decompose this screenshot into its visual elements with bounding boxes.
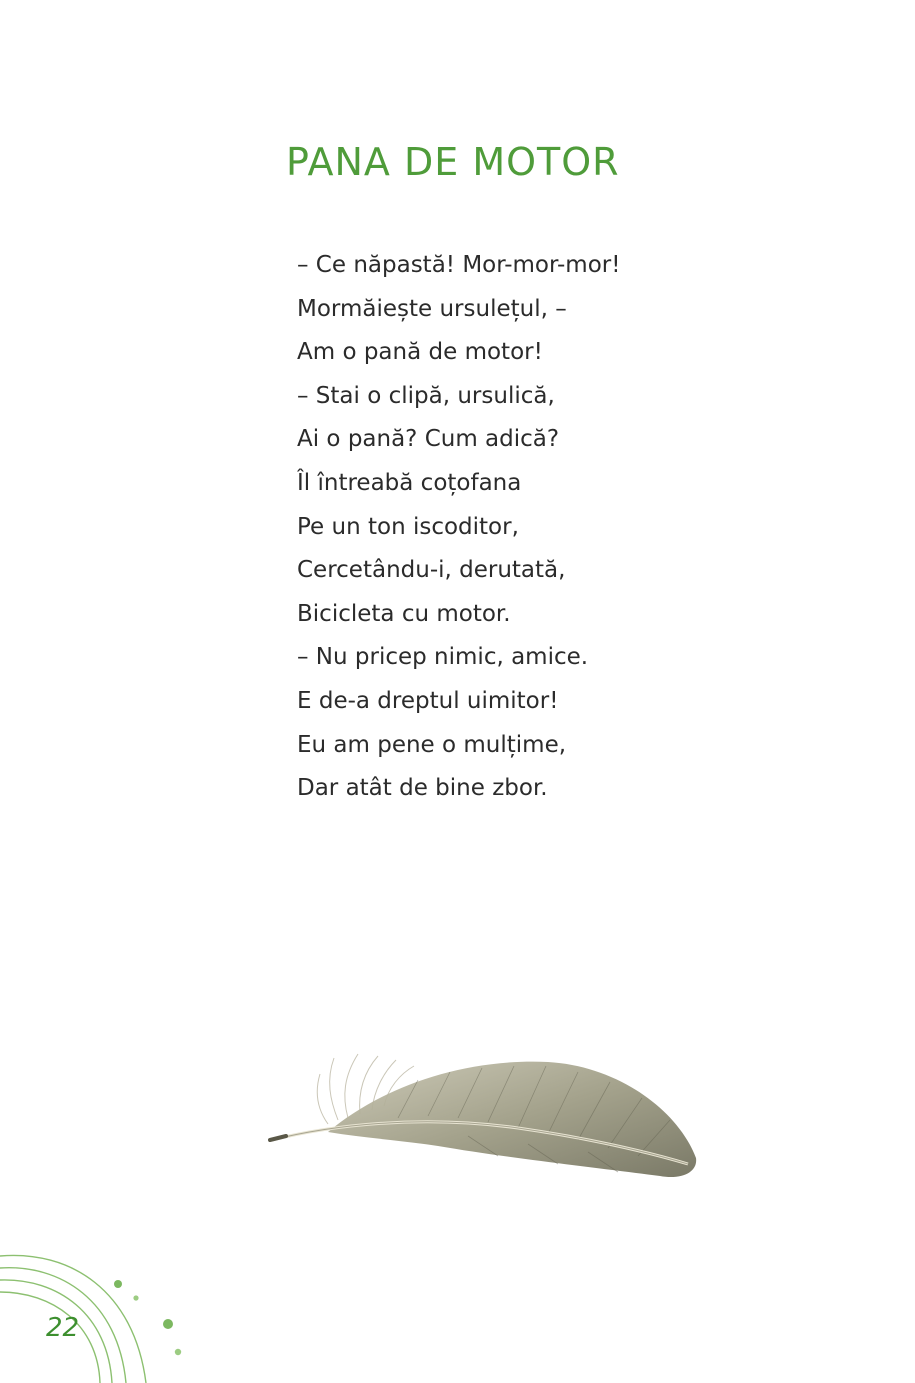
poem-line: – Ce năpastă! Mor-mor-mor! xyxy=(297,252,621,278)
poem-line: Ai o pană? Cum adică? xyxy=(297,426,560,453)
poem-line: Am o pană de motor! xyxy=(297,339,543,366)
poem-line: Pe un ton iscoditor, xyxy=(297,513,519,540)
page-number: 22 xyxy=(46,1313,80,1343)
poem-line: Mormăiește ursulețul, – xyxy=(297,295,567,322)
poem-line: E de-a dreptul uimitor! xyxy=(297,687,559,714)
corner-circles-decoration xyxy=(0,1240,200,1383)
poem-body xyxy=(297,244,620,811)
poem-line: Dar atât de bine zbor. xyxy=(297,775,548,802)
poem-line: Eu am pene o mulțime, xyxy=(297,731,567,758)
poem-line: – Stai o clipă, ursulică, xyxy=(297,382,555,409)
poem-line: Bicicleta cu motor. xyxy=(297,600,511,627)
feather-icon xyxy=(268,1040,702,1190)
poem-line: – Nu pricep nimic, amice. xyxy=(297,644,589,671)
poem-line: Cercetându-i, derutată, xyxy=(297,557,566,584)
poem-title: PANA DE MOTOR xyxy=(286,140,620,184)
poem-line: Îl întreabă coțofana xyxy=(297,469,522,496)
